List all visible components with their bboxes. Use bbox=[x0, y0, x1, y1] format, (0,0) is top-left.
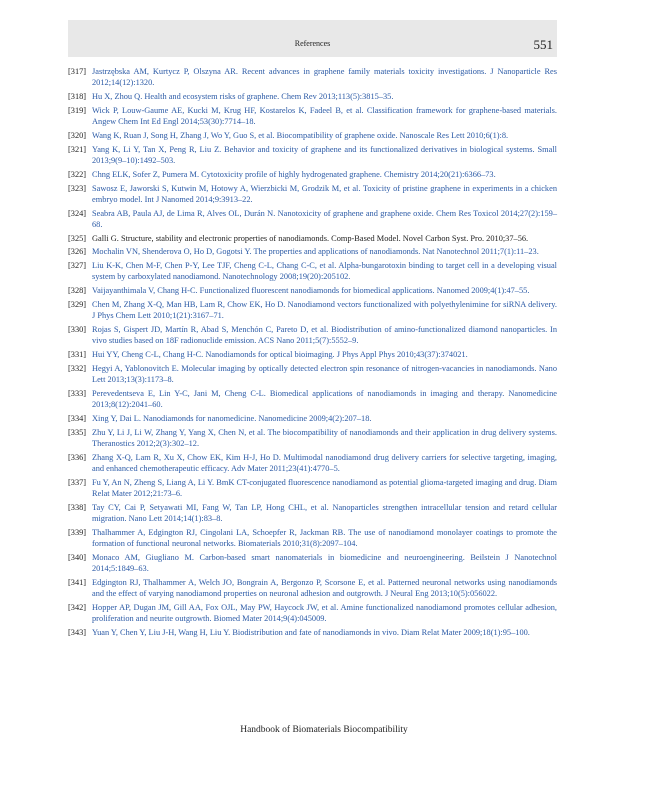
reference-number: [330] bbox=[68, 325, 87, 335]
reference-number: [338] bbox=[68, 502, 87, 512]
running-header bbox=[68, 20, 557, 57]
reference-entry bbox=[68, 144, 557, 166]
reference-entry bbox=[68, 577, 557, 599]
reference-entry bbox=[68, 602, 557, 624]
reference-link[interactable]: Hui YY, Cheng C-L, Chang H-C. Nanodiamonds for optical bioimaging. J Phys Appl Phys 2010;43(37):374021. bbox=[92, 350, 468, 360]
reference-link[interactable]: Tay CY, Cai P, Setyawati MI, Fang W, Tan LP, Hong CHL, et al. Nanoparticles strengthen intracellular tension and retard cellular migration. Nano Lett 2014;14(1):83–8. bbox=[92, 502, 557, 524]
reference-number: [323] bbox=[68, 183, 87, 193]
reference-number: [319] bbox=[68, 105, 87, 115]
reference-link[interactable]: Chng ELK, Sofer Z, Pumera M. Cytotoxicity profile of highly hydrogenated graphene. Chemistry 2014;20(21):6366–73. bbox=[92, 169, 496, 179]
reference-number: [331] bbox=[68, 350, 87, 360]
reference-number: [328] bbox=[68, 286, 87, 296]
reference-entry bbox=[68, 452, 557, 474]
reference-link[interactable]: Hu X, Zhou Q. Health and ecosystem risks of graphene. Chem Rev 2013;113(5):3815–35. bbox=[92, 91, 394, 101]
reference-number: [332] bbox=[68, 364, 87, 374]
reference-link[interactable]: Mochalin VN, Shenderova O, Ho D, Gogotsi Y. The properties and applications of nanodiamonds. Nat Nanotechnol 2011;7(1):11–23. bbox=[92, 247, 539, 257]
reference-number: [340] bbox=[68, 552, 87, 562]
reference-link[interactable]: Liu K-K, Chen M-F, Chen P-Y, Lee TJF, Cheng C-L, Chang C-C, et al. Alpha-bungarotoxin binding to target cell in a developing visual system by carboxylated nanodiamond. Nanotechnology 2008;19(20):205102. bbox=[92, 261, 557, 282]
reference-entry bbox=[68, 233, 557, 244]
reference-text: Galli G. Structure, stability and electronic properties of nanodiamonds. Comp-Based Model. Novel Carbon Syst. Pro. 2010;37–56. bbox=[92, 233, 529, 243]
reference-number: [321] bbox=[68, 144, 87, 154]
reference-entry bbox=[68, 130, 557, 141]
reference-number: [325] bbox=[68, 233, 87, 243]
reference-number: [322] bbox=[68, 169, 87, 179]
reference-link[interactable]: Perevedentseva E, Lin Y-C, Jani M, Cheng C-L. Biomedical applications of nanodiamonds in imaging and therapy. Nanomedicine 2013;8(12):2041–60. bbox=[92, 389, 557, 410]
reference-link[interactable]: Edgington RJ, Thalhammer A, Welch JO, Bongrain A, Bergonzo P, Scorsone E, et al. Patterned neuronal networks using nanodiamonds and the effect of varying nanodiamond properties on neuronal adhesion and outgrowth. J Neural Eng 2013;10(5):056022. bbox=[92, 577, 557, 598]
reference-link[interactable]: Wick P, Louw-Gaume AE, Kucki M, Krug HF, Kostarelos K, Fadeel B, et al. Classification framework for graphene-based materials. Angew Chem Int Ed Engl 2014;53(30):7714–18. bbox=[92, 105, 557, 126]
reference-entry bbox=[68, 427, 557, 449]
reference-number: [329] bbox=[68, 300, 87, 310]
page-number: 551 bbox=[533, 37, 553, 52]
reference-number: [337] bbox=[68, 477, 87, 487]
reference-link[interactable]: Hegyi A, Yablonovitch E. Molecular imaging by optically detected electron spin resonance of nitrogen-vacancies in nanodiamonds. Nano Lett 2013;13(3):1173–8. bbox=[92, 364, 557, 385]
reference-link[interactable]: Vaijayanthimala V, Chang H-C. Functionalized fluorescent nanodiamonds for biomedical applications. Nanomed 2009;4(1):47–55. bbox=[92, 286, 530, 296]
reference-entry bbox=[68, 477, 557, 499]
reference-number: [339] bbox=[68, 527, 87, 537]
reference-number: [333] bbox=[68, 389, 87, 399]
reference-link[interactable]: Xing Y, Dai L. Nanodiamonds for nanomedicine. Nanomedicine 2009;4(2):207–18. bbox=[92, 414, 372, 424]
reference-entry bbox=[68, 363, 557, 385]
reference-number: [320] bbox=[68, 130, 87, 140]
reference-entry bbox=[68, 246, 557, 257]
reference-entry bbox=[68, 105, 557, 127]
reference-link[interactable]: Zhang X-Q, Lam R, Xu X, Chow EK, Kim H-J, Ho D. Multimodal nanodiamond drug delivery carriers for selective targeting, imaging, and enhanced chemotherapeutic efficacy. Adv Mater 2011;23(41):4770–5. bbox=[92, 452, 557, 474]
reference-link[interactable]: Rojas S, Gispert JD, Martín R, Abad S, Menchón C, Pareto D, et al. Biodistribution of amino-functionalized diamond nanoparticles. In vivo studies based on 18F radionuclide emission. ACS Nano 2011;5(7):5552–9. bbox=[92, 325, 557, 346]
reference-number: [326] bbox=[68, 247, 87, 257]
reference-link[interactable]: Yang K, Li Y, Tan X, Peng R, Liu Z. Behavior and toxicity of graphene and its functionalized derivatives in biological systems. Small 2013;9(9–10):1492–503. bbox=[92, 144, 557, 165]
reference-entry bbox=[68, 66, 557, 88]
reference-entry bbox=[68, 388, 557, 410]
reference-number: [334] bbox=[68, 414, 87, 424]
reference-entry bbox=[68, 413, 557, 424]
reference-link[interactable]: Seabra AB, Paula AJ, de Lima R, Alves OL, Durán N. Nanotoxicity of graphene and graphene oxide. Chem Res Toxicol 2014;27(2):159–68. bbox=[92, 208, 557, 229]
reference-number: [343] bbox=[68, 627, 87, 637]
reference-link[interactable]: Thalhammer A, Edgington RJ, Cingolani LA, Schoepfer R, Jackman RB. The use of nanodiamond monolayer coatings to promote the formation of functional neuronal networks. Biomaterials 2010;31(8):2097–104. bbox=[92, 527, 557, 548]
reference-entry bbox=[68, 285, 557, 296]
reference-number: [342] bbox=[68, 602, 87, 612]
reference-link[interactable]: Chen M, Zhang X-Q, Man HB, Lam R, Chow EK, Ho D. Nanodiamond vectors functionalized with polyethylenimine for siRNA delivery. J Phys Chem Lett 2010;1(21):3167–71. bbox=[92, 300, 557, 321]
reference-link[interactable]: Monaco AM, Giugliano M. Carbon-based smart nanomaterials in biomedicine and neuroengineering. Beilstein J Nanotechnol 2014;5:1849–63. bbox=[92, 552, 557, 573]
reference-number: [341] bbox=[68, 577, 87, 587]
reference-entry bbox=[68, 627, 557, 638]
reference-link[interactable]: Hopper AP, Dugan JM, Gill AA, Fox OJL, May PW, Haycock JW, et al. Amine functionalized nanodiamond promotes cellular adhesion, proliferation and neurite outgrowth. Biomed Mater 2014;9(4):045009. bbox=[92, 602, 557, 623]
reference-entry bbox=[68, 208, 557, 230]
reference-number: [318] bbox=[68, 91, 87, 101]
reference-link[interactable]: Yuan Y, Chen Y, Liu J-H, Wang H, Liu Y. Biodistribution and fate of nanodiamonds in vivo. Diam Relat Mater 2009;18(1):95–100. bbox=[92, 627, 530, 637]
reference-entry bbox=[68, 324, 557, 346]
reference-entry bbox=[68, 527, 557, 549]
reference-link[interactable]: Wang K, Ruan J, Song H, Zhang J, Wo Y, Guo S, et al. Biocompatibility of graphene oxide. Nanoscale Res Lett 2010;6(1):8. bbox=[92, 130, 509, 140]
reference-number: [335] bbox=[68, 427, 87, 437]
running-title: References bbox=[294, 39, 331, 48]
reference-entry bbox=[68, 260, 557, 282]
reference-list bbox=[68, 66, 557, 641]
reference-entry bbox=[68, 299, 557, 321]
reference-link[interactable]: Jastrzębska AM, Kurtycz P, Olszyna AR. Recent advances in graphene family materials toxicity investigations. J Nanoparticle Res 2012;14(12):1320. bbox=[92, 67, 557, 88]
reference-entry bbox=[68, 349, 557, 360]
footer-book-title: Handbook of Biomaterials Biocompatibility bbox=[240, 725, 408, 735]
reference-entry bbox=[68, 169, 557, 180]
reference-entry bbox=[68, 91, 557, 102]
reference-number: [327] bbox=[68, 261, 87, 271]
reference-number: [336] bbox=[68, 452, 87, 462]
reference-link[interactable]: Fu Y, An N, Zheng S, Liang A, Li Y. BmK CT-conjugated fluorescence nanodiamond as potential glioma-targeted imaging and drug. Diam Relat Mater 2012;21:73–6. bbox=[92, 477, 557, 499]
reference-number: [317] bbox=[68, 67, 87, 76]
reference-entry bbox=[68, 552, 557, 574]
reference-entry bbox=[68, 183, 557, 205]
reference-entry bbox=[68, 502, 557, 524]
reference-link[interactable]: Sawosz E, Jaworski S, Kutwin M, Hotowy A, Wierzbicki M, Grodzik M, et al. Toxicity of pristine graphene in experiments in a chicken embryo model. Int J Nanomed 2014;9:3913–22. bbox=[92, 183, 557, 204]
reference-link[interactable]: Zhu Y, Li J, Li W, Zhang Y, Yang X, Chen N, et al. The biocompatibility of nanodiamonds and their application in drug delivery systems. Theranostics 2012;2(3):302–12. bbox=[92, 427, 557, 449]
reference-number: [324] bbox=[68, 208, 87, 218]
